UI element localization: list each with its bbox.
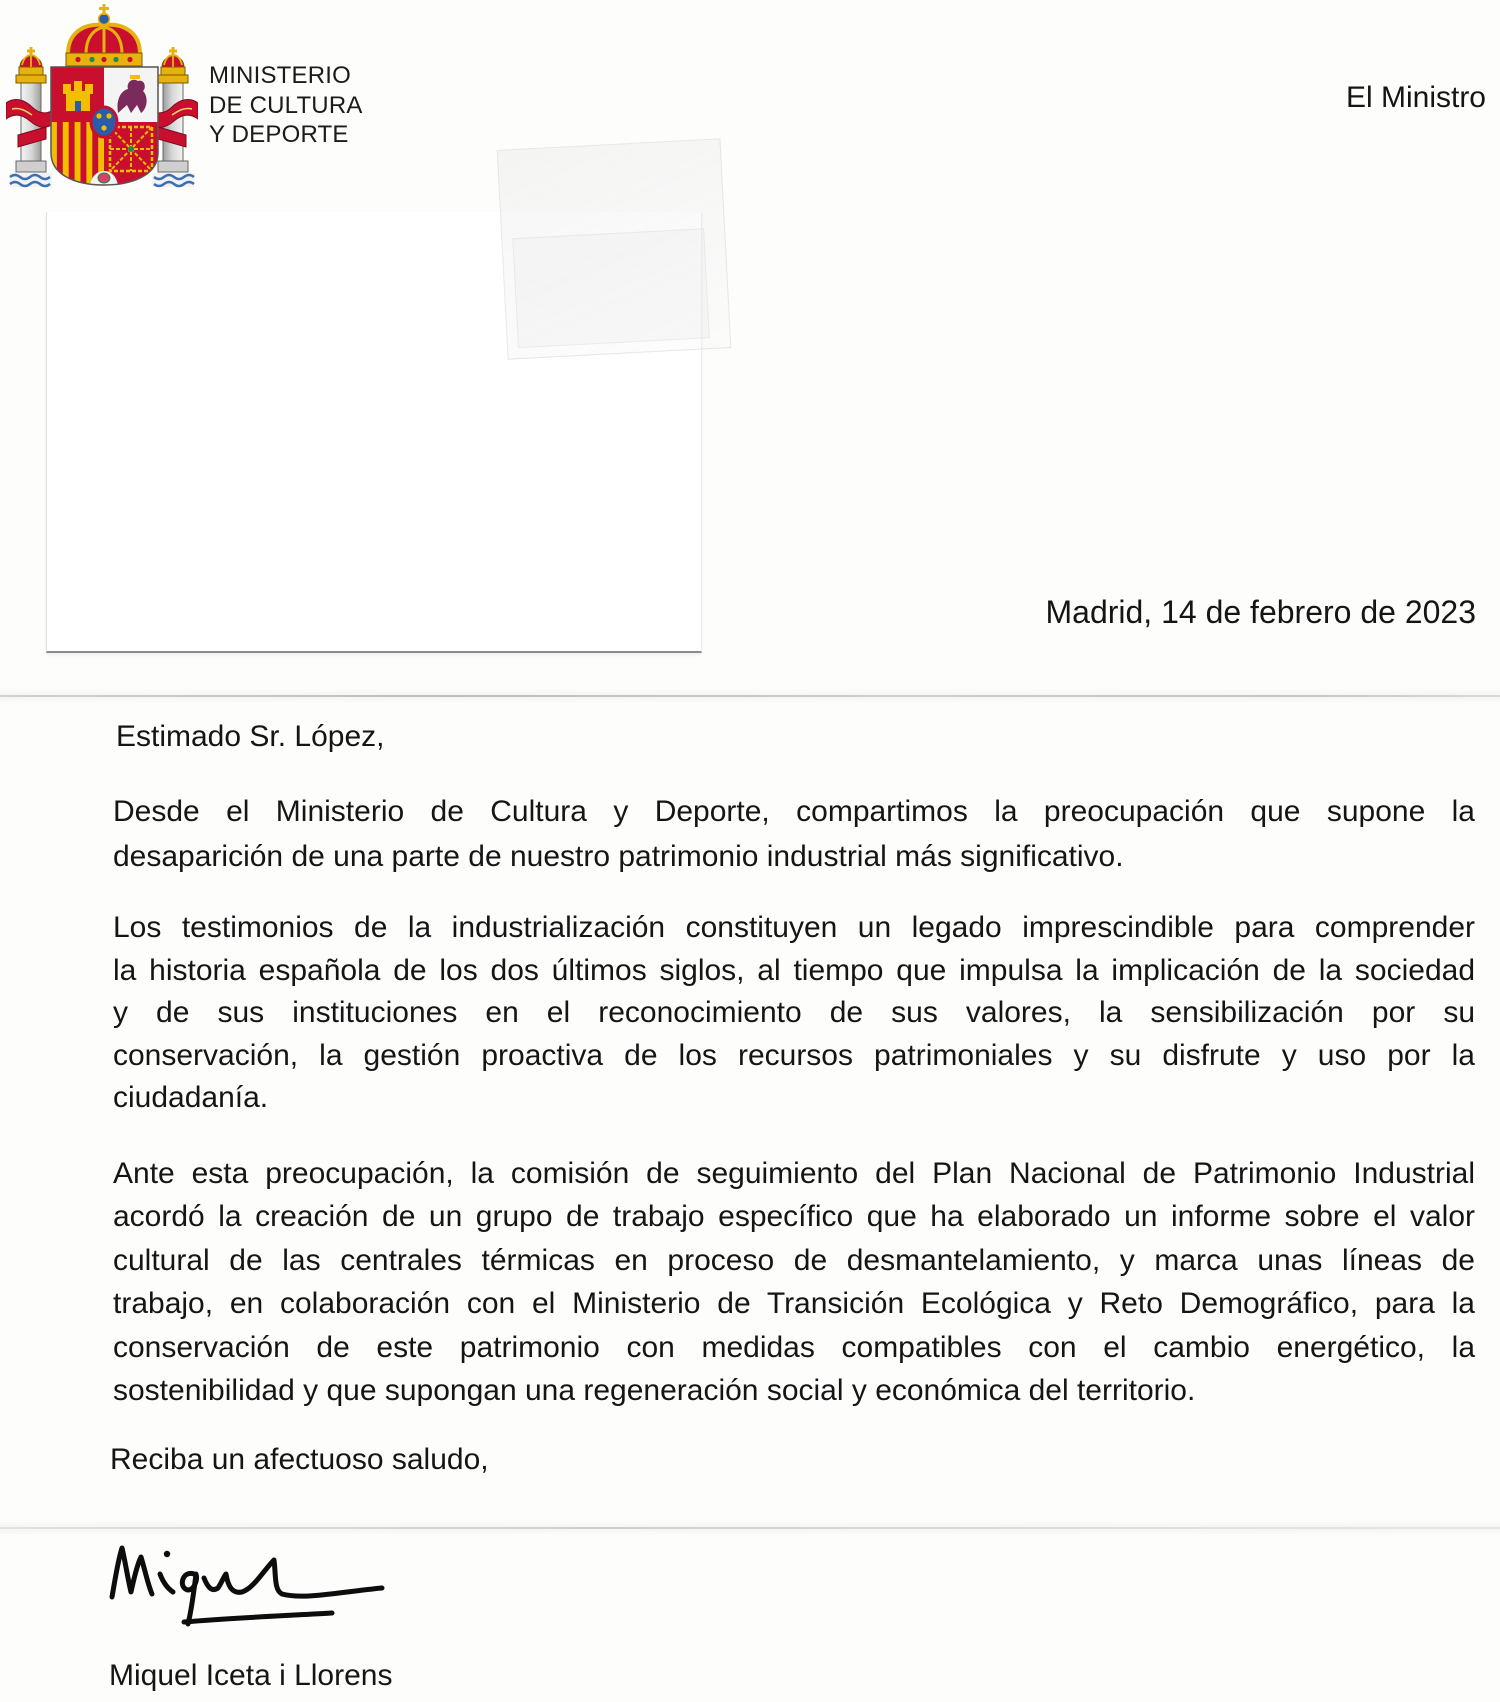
paragraph-line: conservación, la gestión proactiva de los recursos patrimoniales y su disfrute y uso por la [113, 1038, 1475, 1072]
tape-patch-inner [512, 228, 709, 348]
body-paragraph-1 [113, 789, 1475, 879]
tape-patch [497, 138, 732, 359]
body-paragraph-3 [113, 1152, 1475, 1412]
shield [51, 67, 158, 186]
closing-line: Reciba un afectuoso saludo, [110, 1443, 489, 1476]
handwritten-signature [100, 1530, 390, 1630]
signature-stroke [160, 1574, 173, 1592]
left-pillar [6, 47, 53, 187]
office-title: El Ministro [1345, 81, 1486, 114]
signature-stroke [112, 1548, 152, 1597]
paragraph-line: ciudadanía. [113, 1081, 269, 1114]
ministry-line: DE CULTURA [209, 91, 363, 119]
ministry-name [209, 61, 363, 150]
paragraph-line: la historia española de los dos últimos siglos, al tiempo que impulsa la implicación de la sociedad [113, 953, 1475, 987]
paragraph-line: acordó la creación de un grupo de trabajo específico que ha elaborado un informe sobre el valor [113, 1200, 1475, 1234]
signature-stroke [164, 1551, 170, 1557]
ministry-line: Y DEPORTE [209, 121, 349, 148]
paragraph-line: sostenibilidad y que supongan una regeneración social y económica del territorio. [113, 1374, 1196, 1408]
paragraph-line: y de sus instituciones en el reconocimiento de sus valores, la sensibilización por su [113, 996, 1475, 1029]
signature-stroke [184, 1613, 332, 1622]
salutation: Estimado Sr. López, [116, 720, 385, 753]
signature-stroke [182, 1573, 196, 1624]
paragraph-line: trabajo, en colaboración con el Ministerio de Transición Ecológica y Reto Demográfico, para la [113, 1287, 1475, 1321]
paper-fold-line [0, 688, 1500, 704]
paragraph-line: Ante esta preocupación, la comisión de seguimiento del Plan Nacional de Patrimonio Industrial [113, 1157, 1475, 1190]
body-paragraph-2 [113, 907, 1475, 1120]
place-and-date: Madrid, 14 de febrero de 2023 [1045, 594, 1476, 630]
paragraph-line: cultural de las centrales térmicas en proceso de desmantelamiento, y marca unas líneas de [113, 1243, 1475, 1277]
royal-crown [66, 4, 142, 66]
ministry-line: MINISTERIO [209, 62, 352, 89]
signature-stroke [204, 1560, 382, 1596]
paragraph-line: conservación de este patrimonio con medidas compatibles con el cambio energético, la [113, 1330, 1475, 1364]
paragraph-line: Desde el Ministerio de Cultura y Deporte, compartimos la preocupación que supone la [113, 795, 1475, 828]
paragraph-line: Los testimonios de la industrialización constituyen un legado imprescindible para comprender [113, 911, 1475, 944]
coat-of-arms-logo [6, 3, 198, 189]
signatory-name: Miquel Iceta i Llorens [109, 1659, 393, 1692]
paragraph-line: desaparición de una parte de nuestro patrimonio industrial más significativo. [113, 840, 1124, 873]
